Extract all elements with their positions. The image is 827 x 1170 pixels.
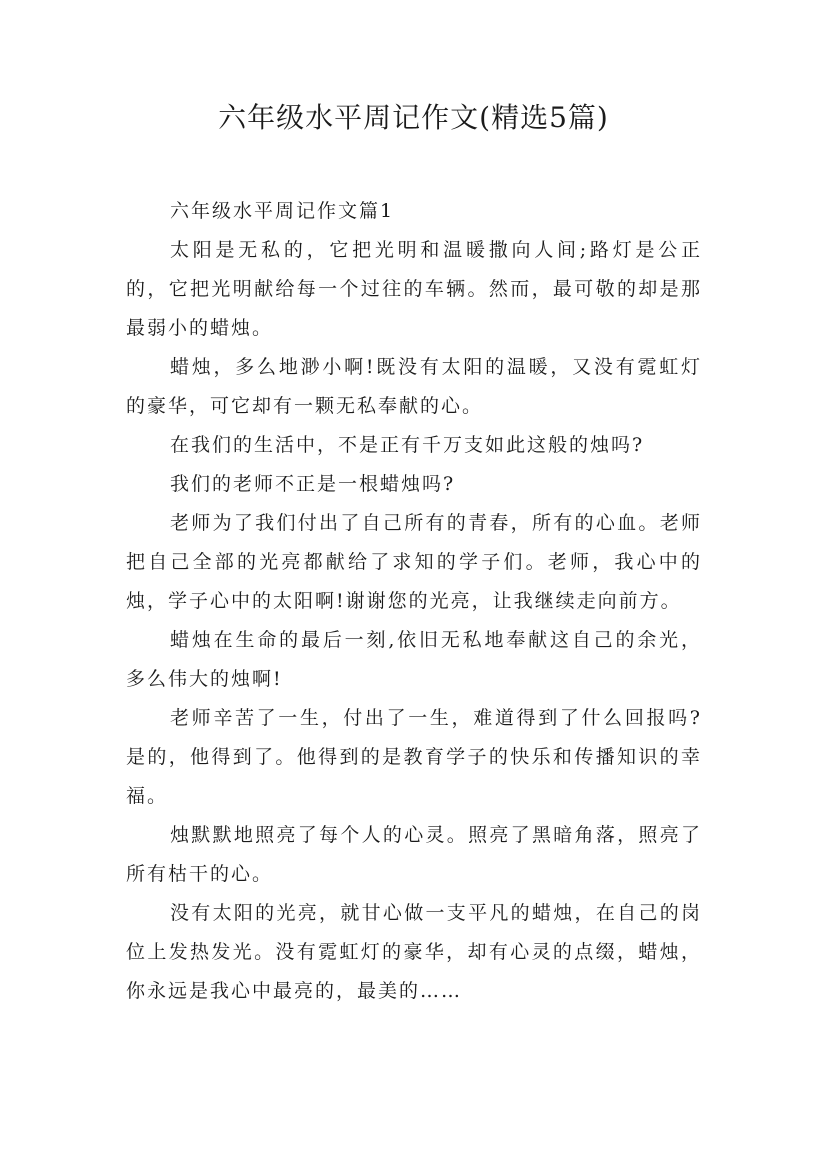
paragraph: 太阳是无私的，它把光明和温暖撒向人间;路灯是公正的，它把光明献给每一个过往的车辆。然而，最可敬的却是那最弱小的蜡烛。 bbox=[126, 239, 702, 339]
paragraph: 蜡烛在生命的最后一刻,依旧无私地奉献这自己的余光，多么伟大的烛啊! bbox=[126, 629, 702, 690]
document-title: 六年级水平周记作文(精选5篇) bbox=[218, 101, 609, 134]
paragraph: 老师辛苦了一生，付出了一生，难道得到了什么回报吗?是的，他得到了。他得到的是教育学子的快乐和传播知识的幸福。 bbox=[126, 707, 702, 807]
paragraph: 我们的老师不正是一根蜡烛吗? bbox=[170, 473, 456, 495]
paragraph: 老师为了我们付出了自己所有的青春，所有的心血。老师把自己全部的光亮都献给了求知的学子们。老师，我心中的烛，学子心中的太阳啊!谢谢您的光亮，让我继续走向前方。 bbox=[126, 512, 702, 612]
paragraph: 烛默默地照亮了每个人的心灵。照亮了黑暗角落，照亮了所有枯干的心。 bbox=[126, 824, 702, 885]
paragraph: 没有太阳的光亮，就甘心做一支平凡的蜡烛，在自己的岗位上发热发光。没有霓虹灯的豪华，却有心灵的点缀，蜡烛，你永远是我心中最亮的，最美的…… bbox=[126, 902, 702, 1002]
paragraph: 蜡烛，多么地渺小啊!既没有太阳的温暖，又没有霓虹灯的豪华，可它却有一颗无私奉献的心。 bbox=[126, 356, 702, 417]
paragraph: 在我们的生活中，不是正有千万支如此这般的烛吗? bbox=[170, 434, 645, 456]
section-heading: 六年级水平周记作文篇1 bbox=[170, 200, 395, 222]
document-body bbox=[126, 192, 702, 1011]
